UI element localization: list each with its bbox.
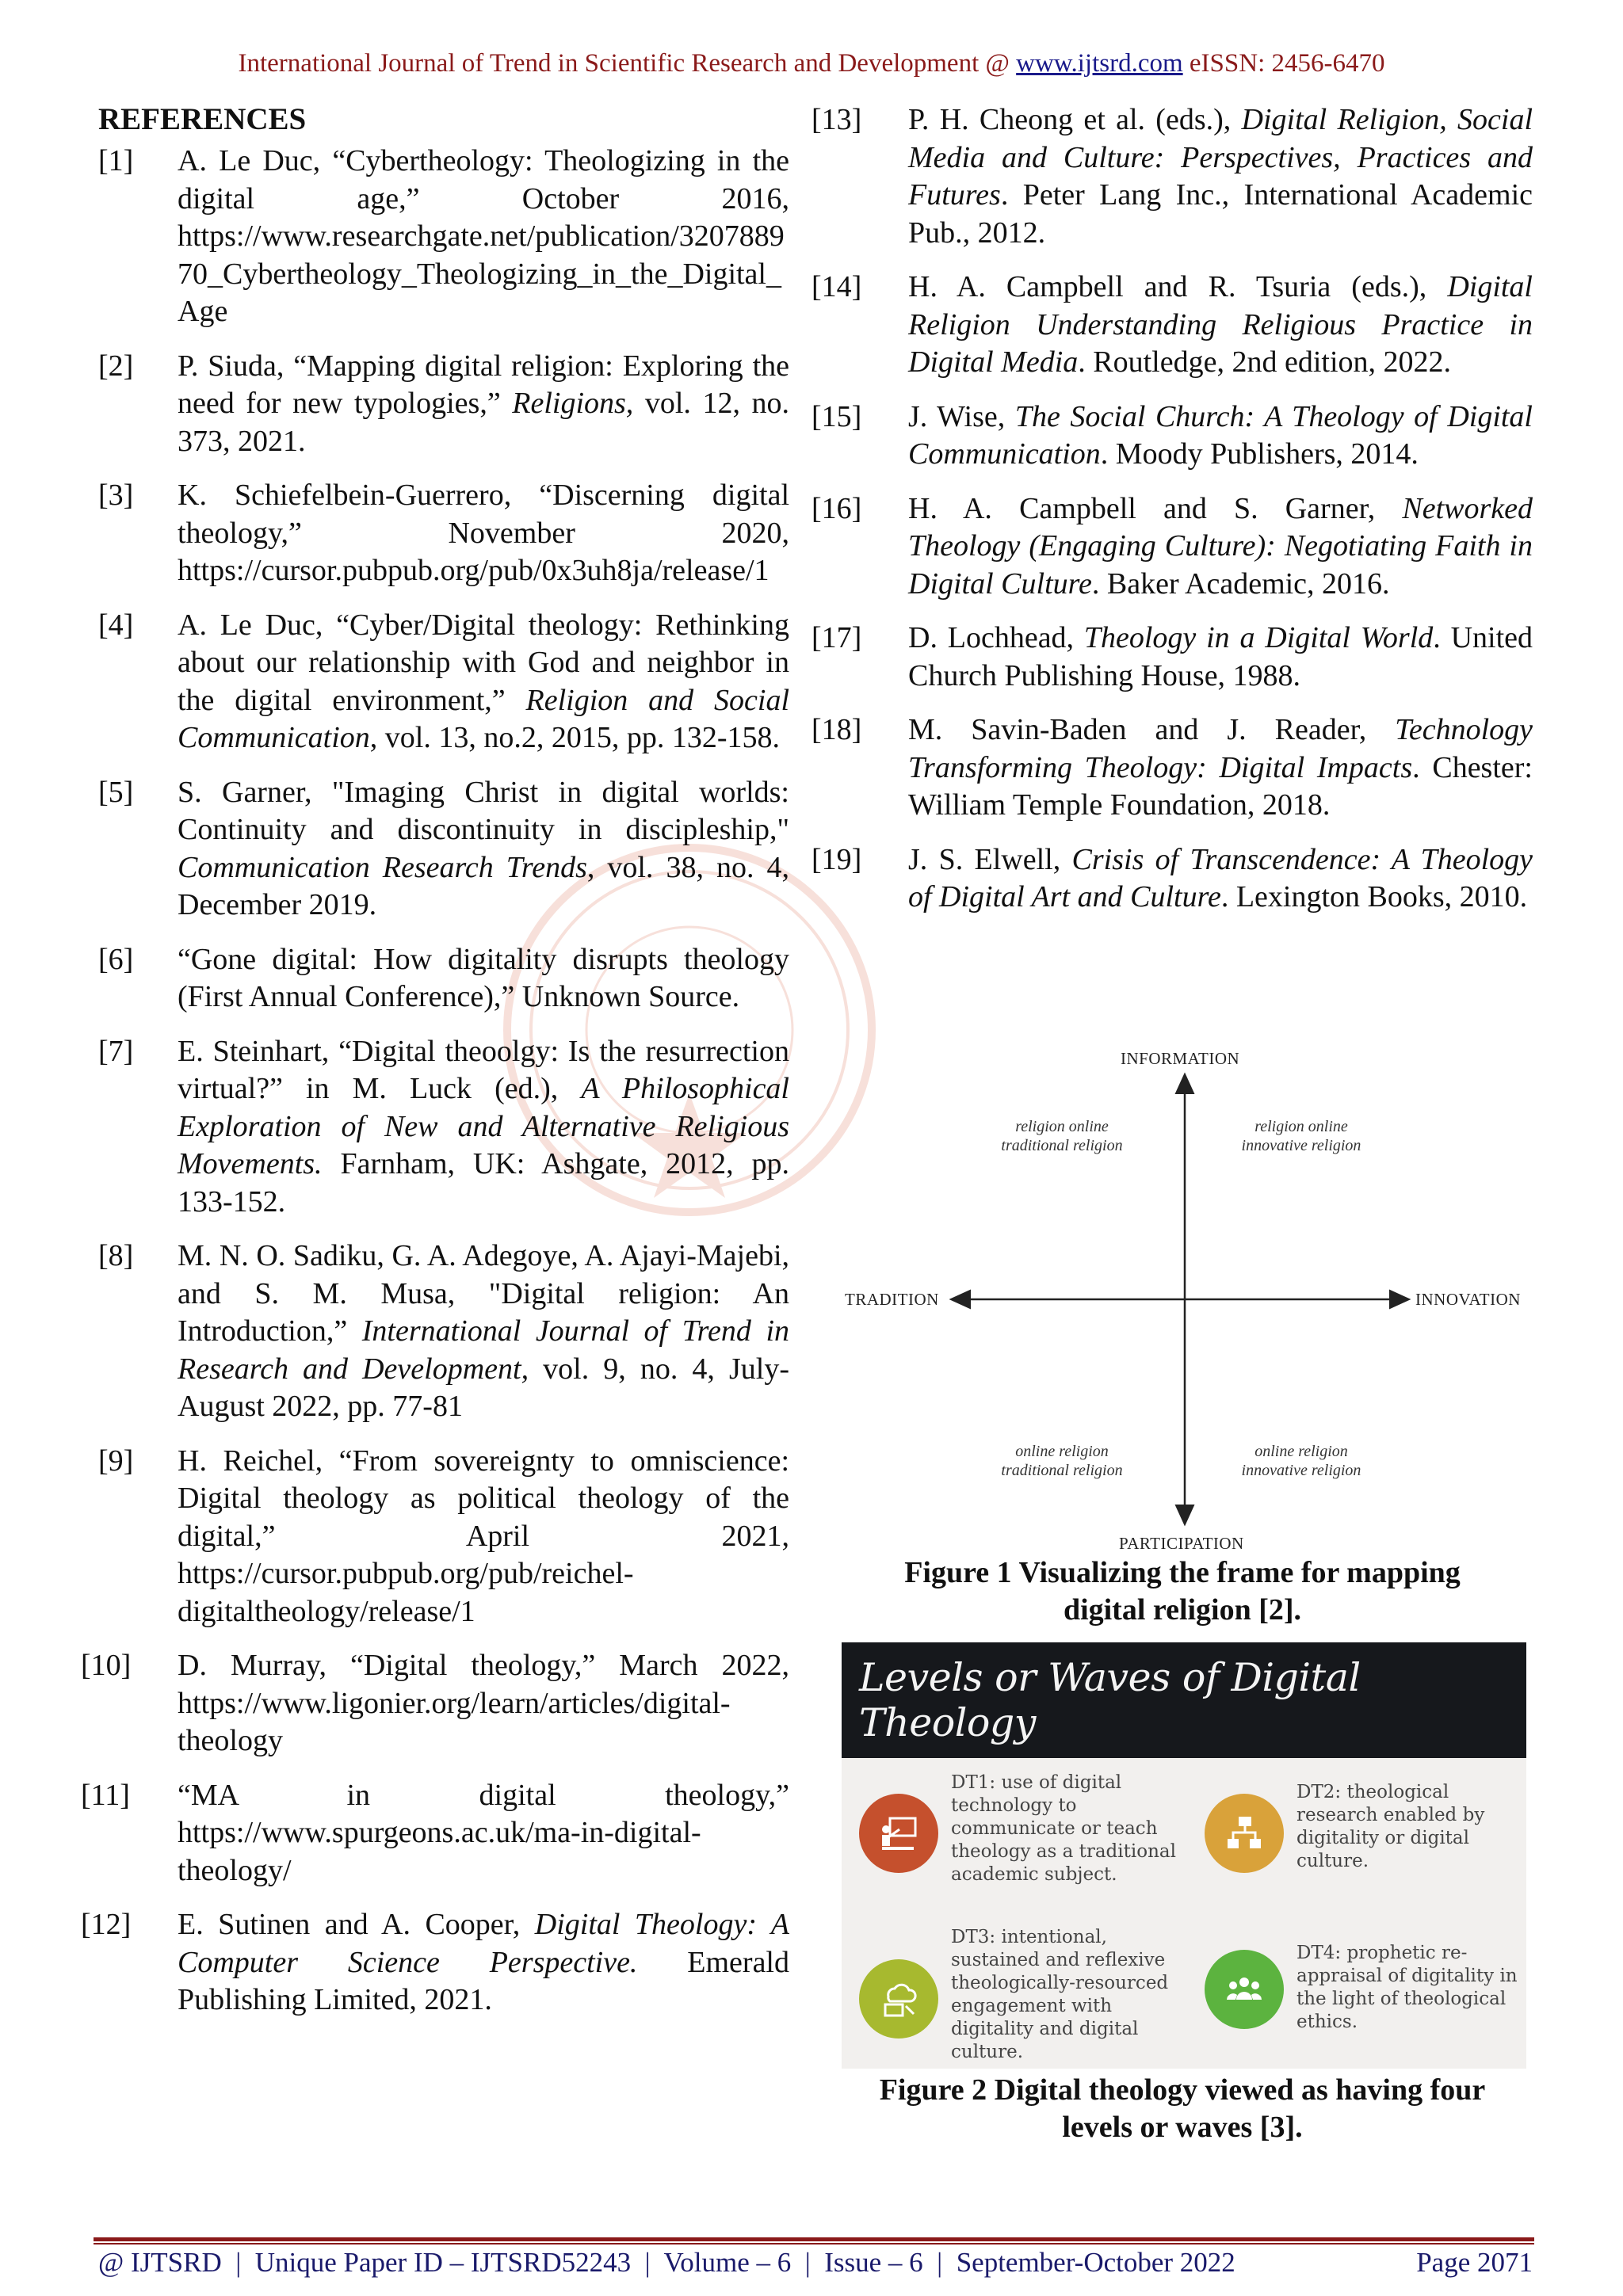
wave-dt1-text: DT1: use of digital technology to communicate or teach theology as a traditional academic subject. (951, 1772, 1176, 1885)
reference-text: K. Schiefelbein-Guerrero, “Discerning digital theology,” November 2020, https://cursor.pubpub.org/pub/0x3uh8ja/release/1 (178, 479, 789, 587)
running-header (0, 49, 1623, 78)
quadrant-top-left-line1: religion online (1015, 1118, 1109, 1135)
reference-text: D. Murray, “Digital theology,” March 2022, https://www.ligonier.org/learn/articles/digital-theology (178, 1649, 789, 1757)
header-website-link[interactable]: www.ijtsrd.com (1016, 49, 1183, 78)
reference-number: [17] (812, 621, 862, 654)
reference-list-right (812, 101, 1533, 917)
quadrant-bottom-left-line1: online religion (1015, 1443, 1109, 1460)
reference-number: [3] (98, 479, 134, 512)
figure-2-waves-of-digital-theology (842, 1642, 1526, 2069)
reference-text: H. A. Campbell and S. Garner, Networked Theology (Engaging Culture): Negotiating Faith in Digital Culture. Baker Academic, 2016. (908, 491, 1533, 601)
reference-item (98, 348, 789, 461)
reference-list-left (81, 143, 790, 2019)
reference-text: P. H. Cheong et al. (eds.), Digital Religion, Social Media and Culture: Perspectives, Practices and Futures. Peter Lang Inc., International Academic Pub., 2012. (908, 103, 1533, 250)
reference-item (81, 1777, 789, 1890)
axis-label-information: INFORMATION (1121, 1049, 1240, 1068)
reference-text: H. Reichel, “From sovereignty to omniscience: Digital theology as political theology of the digital,” April 2021, https://cursor.pubpub.org/pub/reichel-digitaltheology/release/1 (178, 1444, 789, 1628)
group-icon (1205, 1950, 1284, 2029)
network-icon (1205, 1794, 1284, 1873)
reference-number: [2] (98, 349, 134, 383)
reference-text: A. Le Duc, “Cybertheology: Theologizing in the digital age,” October 2016, https://www.researchgate.net/publication/320788970_Cybertheology_Theologizing_in_the_Digital_Age (178, 144, 789, 328)
reference-text: “MA in digital theology,” https://www.spurgeons.ac.uk/ma-in-digital-theology/ (178, 1778, 789, 1887)
reference-number: [10] (81, 1649, 132, 1682)
reference-item (812, 101, 1533, 252)
quadrant-bottom-right (1214, 1442, 1388, 1480)
reference-text: E. Sutinen and A. Cooper, Digital Theology: A Computer Science Perspective. Emerald Publishing Limited, 2021. (178, 1908, 789, 2016)
reference-text: S. Garner, "Imaging Christ in digital worlds: Continuity and discontinuity in discipleship," Communication Research Trends, vol. 38, no. 4, December 2019. (178, 775, 789, 921)
header-issn: eISSN: 2456-6470 (1182, 49, 1385, 78)
quadrant-top-left (975, 1117, 1149, 1155)
reference-text: D. Lochhead, Theology in a Digital World. United Church Publishing House, 1988. (908, 621, 1533, 692)
reference-item (81, 1647, 789, 1760)
figure-2-caption-line1: Figure 2 Digital theology viewed as having four (879, 2073, 1486, 2107)
reference-number: [11] (81, 1778, 130, 1812)
reference-item (98, 941, 789, 1016)
wave-dt2-text: DT2: theological research enabled by digitality or digital culture. (1296, 1782, 1485, 1871)
reference-item (98, 1443, 789, 1631)
quadrant-top-right-line2: innovative religion (1241, 1137, 1361, 1154)
reference-item (98, 477, 789, 590)
reference-number: [19] (812, 842, 862, 876)
reference-number: [15] (812, 399, 862, 433)
reference-number: [14] (812, 270, 862, 303)
figure-1-digital-religion-map (840, 1038, 1529, 1553)
figure-1-caption (834, 1554, 1531, 1629)
reference-item (98, 607, 789, 757)
reference-text: J. S. Elwell, Crisis of Transcendence: A Theology of Digital Art and Culture. Lexington Books, 2010. (908, 842, 1533, 913)
reference-number: [8] (98, 1239, 134, 1272)
footer-paper-info: @ IJTSRD | Unique Paper ID – IJTSRD52243 | Volume – 6 | Issue – 6 | September-October 2022 (98, 2247, 1235, 2278)
quadrant-top-left-line2: traditional religion (1001, 1137, 1123, 1154)
header-journal-name: International Journal of Trend in Scientific Research and Development @ (238, 49, 1017, 78)
reference-text: M. Savin-Baden and J. Reader, Technology Transforming Theology: Digital Impacts. Chester: William Temple Foundation, 2018. (908, 713, 1533, 822)
reference-item (98, 1033, 789, 1222)
reference-item (812, 269, 1533, 382)
reference-item (812, 711, 1533, 825)
quadrant-top-right (1214, 1117, 1388, 1155)
cloud-device-icon (859, 1959, 938, 2039)
reference-text: E. Steinhart, “Digital theoolgy: Is the resurrection virtual?” in M. Luck (ed.), A Philosophical Exploration of New and Alternative Religious Movements. Farnham, UK: Ashgate, 2012, pp. 133-152. (178, 1034, 789, 1219)
axis-label-innovation: INNOVATION (1415, 1290, 1521, 1309)
figure-1-caption-line1: Figure 1 Visualizing the frame for mapping (904, 1556, 1461, 1589)
reference-item (812, 620, 1533, 695)
figure-2-banner-title: Levels or Waves of Digital Theology (859, 1655, 1361, 1745)
reference-text: P. Siuda, “Mapping digital religion: Exploring the need for new typologies,” Religions, vol. 12, no. 373, 2021. (178, 349, 790, 458)
references-right-column (812, 101, 1533, 933)
reference-item (812, 841, 1533, 917)
quadrant-bottom-left-line2: traditional religion (1001, 1462, 1123, 1479)
reference-text: H. A. Campbell and R. Tsuria (eds.), Digital Religion Understanding Religious Practice in Digital Media. Routledge, 2nd edition, 2022. (908, 270, 1533, 379)
figure-2-banner (842, 1642, 1526, 1758)
references-heading: REFERENCES (98, 102, 307, 136)
reference-text: J. Wise, The Social Church: A Theology of Digital Communication. Moody Publishers, 2014. (908, 399, 1533, 471)
reference-item (812, 490, 1533, 604)
reference-number: [4] (98, 608, 134, 642)
reference-text: A. Le Duc, “Cyber/Digital theology: Rethinking about our relationship with God and neighbor in the digital environment,” Religion and Social Communication, vol. 13, no.2, 2015, pp. 132-158. (178, 608, 790, 754)
reference-number: [12] (81, 1908, 132, 1941)
quadrant-bottom-left (975, 1442, 1149, 1480)
reference-number: [13] (812, 103, 862, 136)
reference-item (81, 1906, 789, 2019)
axis-label-tradition: TRADITION (845, 1290, 939, 1309)
figure-2-caption (834, 2072, 1531, 2146)
reference-text: “Gone digital: How digitality disrupts theology (First Annual Conference),” Unknown Source. (178, 942, 789, 1013)
reference-item (98, 774, 789, 925)
reference-number: [5] (98, 775, 134, 809)
reference-number: [1] (98, 144, 134, 177)
footer-page-number: Page 2071 (1416, 2247, 1533, 2278)
reference-item (812, 399, 1533, 474)
reference-item (98, 143, 789, 331)
reference-item (98, 1238, 789, 1426)
footer-rule-thick (94, 2237, 1534, 2241)
reference-number: [7] (98, 1034, 134, 1068)
quadrant-bottom-right-line2: innovative religion (1241, 1462, 1361, 1479)
quadrant-top-right-line1: religion online (1254, 1118, 1348, 1135)
axis-label-participation: PARTICIPATION (1119, 1534, 1244, 1553)
footer-rule-thin (94, 2243, 1534, 2245)
reference-number: [16] (812, 491, 862, 525)
wave-dt4-text: DT4: prophetic re-appraisal of digitality in the light of theological ethics. (1296, 1943, 1518, 2032)
reference-number: [6] (98, 942, 134, 976)
quadrant-bottom-right-line1: online religion (1254, 1443, 1348, 1460)
page-footer (98, 2247, 1533, 2286)
figure-2-caption-line2: levels or waves [3]. (1062, 2111, 1303, 2144)
figure-1-caption-line2: digital religion [2]. (1063, 1593, 1302, 1627)
references-left-column (81, 101, 790, 2036)
reference-text: M. N. O. Sadiku, G. A. Adegoye, A. Ajayi-Majebi, and S. M. Musa, "Digital religion: An Introduction,” International Journal of Trend in Research and Development, vol. 9, no. 4, July-August 2022, pp. 77-81 (178, 1239, 789, 1423)
reference-number: [9] (98, 1444, 134, 1478)
reference-number: [18] (812, 713, 862, 746)
wave-dt3-text: DT3: intentional, sustained and reflexive theologically-resourced engagement with digitality and digital culture. (951, 1927, 1169, 2062)
presenter-icon (859, 1794, 938, 1873)
